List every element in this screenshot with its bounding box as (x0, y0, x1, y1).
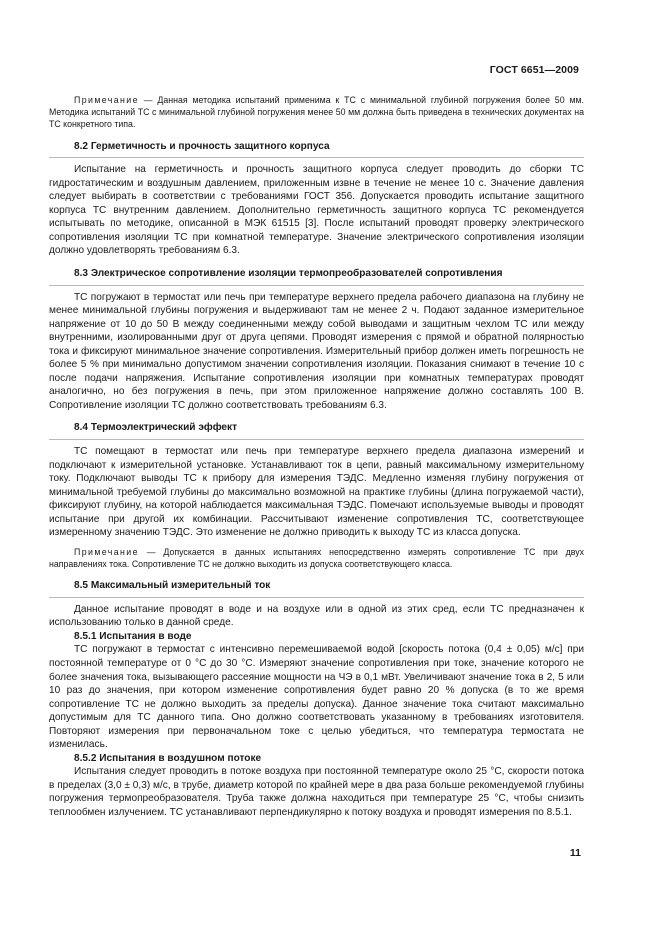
paragraph-8-2: Испытание на герметичность и прочность защитного корпуса следует проводить до сборки ТС гидростатическим и воздушным давлением, приложенным извне в течение не менее 10 с. Значение давления следует выбирать в соответствии с требованиями ГОСТ 356. Допускается проводить испытание защитного корпуса ТС внутренним давлением. Дополнительно герметичность защитного корпуса ТС рекомендуется испытывать по методике, описанной в МЭК 61515 [3]. После испытаний проводят проверку электрического сопротивления изоляции ТС при комнатной температуре. Значение электрического сопротивления изоляции должно удовлетворять требованиям 6.3. (49, 164, 584, 257)
note-label: Примечание (74, 546, 139, 557)
subsection-heading-8-5-1: 8.5.1 Испытания в воде (74, 630, 192, 642)
paragraph-8-5-1: ТС погружают в термостат с интенсивно перемешиваемой водой [скорость потока (0,4 ± 0,05) м/с] при постоянной температуре от 0 °С до 30 °С. Измеряют значение сопротивления при токе, значение которого не более значения тока, вызывающего рассеяние мощности на ЧЭ в 0,1 мВт. Увеличивают значение тока в 2, 5 или 10 раз до значения, при котором изменение сопротивления будет равно 20 % допуска (в то же время сопротивление ТС не должно выходить за пределы допуска). Данное значение тока считают максимально допустимым для ТС данного типа. Оно должно соответствовать указанному в требованиях изготовителя. Повторяют измерения при первоначальном токе с целью убедиться, что температура термостата не изменилась. (49, 644, 584, 751)
subsection-heading-8-5-2: 8.5.2 Испытания в воздушном потоке (74, 752, 262, 764)
paragraph-8-5: Данное испытание проводят в воде и на воздухе или в одной из этих сред, если ТС предназначен к использованию только в данной среде. (49, 603, 584, 629)
section-heading-8-4: 8.4 Термоэлектрический эффект (49, 412, 584, 440)
section-heading-8-2: 8.2 Герметичность и прочность защитного корпуса (49, 131, 584, 159)
paragraph-8-4: ТС помещают в термостат или печь при температуре верхнего предела диапазона измерений и подключают к измерительной установке. Устанавливают ток в цепи, равный максимальному измерительному току. Подключают выводы ТС к прибору для измерения ТЭДС. Медленно изменяя глубину погружения от минимальной требуемой глубины до максимально возможной на практике глубины (длина погружаемой части), фиксируют глубину, на которой наблюдается максимальная ТЭДС. Помечают используемые выводы и проводят испытание при другой их комбинации. Рассчитывают изменение сопротивления ТС, соответствующее измеренному значению ТЭДС. Это изменение не должно приводить к выходу ТС из класса допуска. (49, 446, 584, 539)
note-paragraph-8-4 (49, 546, 584, 570)
paragraph-8-5-2: Испытания следует проводить в потоке воздуха при постоянной температуре около 25 °С, скорости потока в пределах (3,0 ± 0,3) м/с, в трубе, диаметр которой по крайней мере в два раза больше рекомендуемой глубины погружения термопреобразователя. Труба также должна находиться при температуре 25 °С, чтобы снизить теплообмен излучением. ТС устанавливают перпендикулярно к потоку воздуха и проводят измерения по 8.5.1. (49, 766, 584, 818)
note-label: Примечание (74, 95, 139, 105)
page-number: 11 (569, 847, 581, 859)
document-header: ГОСТ 6651—2009 (489, 64, 579, 76)
note-text: — Данная методика испытаний применима к ТС с минимальной глубиной погружения более 50 мм. Методика испытаний ТС с минимальной глубиной погружения менее 50 мм должна быть приведена в технических документах на ТС конкретного типа. (49, 95, 584, 130)
paragraph-8-3: ТС погружают в термостат или печь при температуре верхнего предела рабочего диапазона на глубину не менее минимальной глубины погружения и выдерживают там не менее 2 ч. Подают заданное измерительное напряжение от 10 до 50 В между соединенными между собой выводами и защитным чехлом ТС или между внутренними, изолированными друг от друга цепями. Проводят измерения с прямой и обратной полярностью тока и фиксируют минимальное значение сопротивления. Измерительный прибор должен иметь погрешность не более 5 % при минимально допустимом значении сопротивления изоляции. Показания снимают в течение 10 с после подачи напряжения. Испытание сопротивления изоляции при комнатных температурах проводят аналогично, но без погружения в печь, при этом приложенное напряжение должно составлять 100 В. Сопротивление изоляции ТС должно соответствовать требованиям 6.3. (49, 291, 584, 411)
note-paragraph (49, 94, 584, 131)
note-text: — Допускается в данных испытаниях непосредственно измерять сопротивление ТС при двух направлениях тока. Сопротивление ТС не должно выходить из допуска соответствующего класса. (49, 546, 584, 570)
section-heading-8-3: 8.3 Электрическое сопротивление изоляции термопреобразователей сопротивления (49, 258, 584, 286)
section-heading-8-5: 8.5 Максимальный измерительный ток (49, 570, 584, 598)
document-body (49, 94, 584, 820)
